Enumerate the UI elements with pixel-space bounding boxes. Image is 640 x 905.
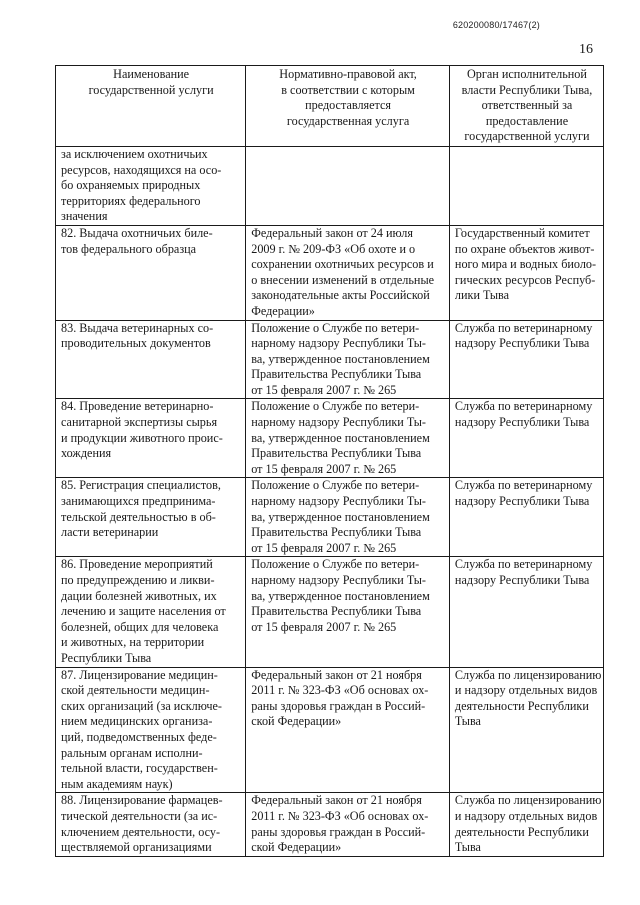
service-name-cell	[56, 225, 246, 320]
text-line: Служба по ветеринарному	[454, 557, 593, 572]
authority-cell	[449, 399, 603, 478]
text-line: ва, утвержденное постановлением	[251, 351, 430, 366]
cell-text	[455, 478, 599, 509]
authority-cell	[449, 478, 603, 557]
text-line: нарному надзору Республики Ты-	[251, 336, 426, 351]
text-line: гических ресурсов Респуб-	[454, 272, 596, 287]
text-line: надзору Республики Тыва	[454, 415, 590, 430]
text-line: санитарной экспертизы сырья	[61, 415, 218, 430]
text-line: дации болезней животных, их	[61, 588, 217, 603]
cell-text	[61, 557, 241, 666]
text-line: предоставление	[485, 113, 569, 128]
cell-text	[61, 226, 241, 257]
text-line: 2011 г. № 323-ФЗ «Об основах ох-	[251, 808, 429, 823]
text-line: от 15 февраля 2007 г. № 265	[251, 461, 397, 476]
text-line: ным академиям наук)	[61, 776, 173, 791]
text-line: раны здоровья граждан в Россий-	[251, 824, 426, 839]
text-line: ласти ветеринарии	[61, 525, 159, 540]
service-name-cell	[56, 667, 246, 793]
authority-cell	[449, 225, 603, 320]
text-line: нарному надзору Республики Ты-	[251, 573, 426, 587]
cell-text	[61, 147, 241, 225]
cell-text	[455, 321, 599, 352]
text-line: лечению и защите населения от	[61, 604, 226, 619]
text-line: Тыва	[454, 840, 481, 855]
text-line: деятельности Республики	[454, 824, 589, 839]
text-line: государственная услуга	[286, 113, 410, 128]
text-line: Служба по ветеринарному	[454, 478, 593, 493]
text-line: Служба по лицензированию	[454, 793, 602, 808]
page-number: 16	[579, 42, 593, 57]
text-line: и надзору отдельных видов	[454, 808, 598, 823]
text-line: Государственный комитет	[454, 225, 590, 240]
legal-act-cell	[246, 320, 450, 399]
text-line: государственной услуги	[464, 129, 590, 144]
text-line: 83. Выдача ветеринарных со-	[61, 320, 214, 335]
text-line: ключением деятельности, осу-	[61, 824, 221, 839]
text-line: 2009 г. № 209-ФЗ «Об охоте и о	[251, 241, 416, 256]
text-line: за исключением охотничьих	[61, 146, 208, 161]
text-line: о внесении изменений в отдельные	[251, 272, 435, 287]
text-line: ресурсов, находящихся на осо-	[61, 162, 222, 177]
cell-text	[251, 321, 445, 399]
text-line: от 15 февраля 2007 г. № 265	[251, 619, 397, 634]
service-name-cell	[56, 557, 246, 667]
text-line: болезней, общих для человека	[61, 619, 219, 634]
text-line: 86. Проведение мероприятий	[61, 557, 213, 572]
cell-text	[454, 667, 602, 730]
text-line: Федерации»	[251, 303, 315, 318]
text-line: 87. Лицензирование медицин-	[61, 667, 218, 682]
cell-text	[455, 399, 599, 430]
text-line: надзору Республики Тыва	[454, 494, 590, 509]
text-line: надзору Республики Тыва	[454, 573, 590, 587]
authority-cell	[449, 667, 603, 793]
text-line: по предупреждению и ликви-	[61, 573, 215, 587]
header-cell-lines	[455, 67, 599, 145]
text-line: Правительства Республики Тыва	[251, 446, 422, 461]
legal-act-cell	[246, 557, 450, 667]
legal-act-cell	[246, 225, 450, 320]
text-line: Федеральный закон от 21 ноября	[251, 667, 422, 682]
text-line: территориях федерального	[61, 193, 201, 208]
text-line: ской деятельности медицин-	[61, 683, 210, 698]
legal-act-cell	[246, 478, 450, 557]
cell-text	[455, 226, 599, 304]
cell-text	[61, 478, 241, 540]
text-line: Положение о Службе по ветери-	[251, 399, 420, 414]
authority-cell	[449, 793, 603, 856]
cell-text	[251, 399, 445, 477]
text-line: ответственный за	[481, 98, 573, 113]
text-line: 84. Проведение ветеринарно-	[61, 399, 214, 414]
text-line: ций, подведомственных феде-	[61, 729, 217, 744]
legal-act-cell	[246, 146, 450, 225]
text-line: Правительства Республики Тыва	[251, 525, 422, 540]
header-responsible-authority	[449, 66, 603, 147]
cell-text	[251, 478, 445, 556]
legal-act-cell	[246, 399, 450, 478]
header-service-name	[56, 66, 246, 147]
text-line: и животных, на территории	[61, 635, 205, 650]
text-line: Тыва	[454, 714, 481, 729]
text-line: предоставляется	[305, 98, 392, 113]
authority-cell	[449, 320, 603, 399]
table-row	[56, 793, 604, 856]
table-body	[56, 146, 604, 856]
text-line: Положение о Службе по ветери-	[251, 478, 420, 493]
text-line: Федеральный закон от 21 ноября	[251, 793, 422, 808]
text-line: проводительных документов	[61, 336, 211, 351]
table-row	[56, 146, 604, 225]
text-line: ва, утвержденное постановлением	[251, 430, 430, 445]
text-line: Правительства Республики Тыва	[251, 604, 422, 619]
text-line: 82. Выдача охотничьих биле-	[61, 225, 213, 240]
text-line: от 15 февраля 2007 г. № 265	[251, 540, 397, 555]
table-row	[56, 667, 604, 793]
table-header-row	[56, 66, 604, 147]
cell-text	[251, 557, 445, 635]
service-name-cell	[56, 146, 246, 225]
header-legal-act	[246, 66, 450, 147]
text-line: Орган исполнительной	[467, 67, 587, 81]
text-line: власти Республики Тыва,	[461, 82, 593, 97]
text-line: нарному надзору Республики Ты-	[251, 494, 426, 509]
text-line: 85. Регистрация специалистов,	[61, 478, 221, 493]
text-line: государственной услуги	[88, 82, 214, 97]
cell-text	[251, 226, 445, 320]
authority-cell	[449, 146, 603, 225]
text-line: сохранении охотничьих ресурсов и	[251, 257, 434, 272]
text-line: Правительства Республики Тыва	[251, 367, 422, 382]
text-line: нием медицинских организа-	[61, 714, 213, 729]
cell-text	[455, 557, 599, 588]
cell-text	[251, 668, 445, 730]
text-line: бо охраняемых природных	[61, 178, 201, 193]
legal-act-cell	[246, 793, 450, 856]
authority-cell	[449, 557, 603, 667]
text-line: хождения	[61, 446, 112, 461]
header-cell-lines	[251, 67, 445, 129]
header-cell-lines	[61, 67, 241, 98]
service-name-cell	[56, 793, 246, 856]
text-line: Положение о Службе по ветери-	[251, 557, 420, 572]
text-line: ской Федерации»	[251, 840, 342, 855]
text-line: 88. Лицензирование фармацев-	[61, 793, 223, 808]
text-line: Служба по лицензированию	[454, 667, 602, 682]
text-line: от 15 февраля 2007 г. № 265	[251, 382, 397, 397]
text-line: надзору Республики Тыва	[454, 336, 590, 351]
cell-text	[454, 793, 602, 855]
text-line: и продукции животного проис-	[61, 430, 223, 445]
text-line: и надзору отдельных видов	[454, 683, 598, 698]
table-row	[56, 557, 604, 667]
text-line: деятельности Республики	[454, 698, 589, 713]
text-line: раны здоровья граждан в Россий-	[251, 698, 426, 713]
table-row	[56, 225, 604, 320]
text-line: Нормативно-правовой акт,	[279, 67, 417, 81]
cell-text	[61, 399, 241, 461]
table-row	[56, 320, 604, 399]
text-line: ральным органам исполни-	[61, 745, 203, 760]
cell-text	[61, 668, 241, 793]
text-line: тельской деятельностью в об-	[61, 509, 216, 524]
text-line: ва, утвержденное постановлением	[251, 588, 430, 603]
table-row	[56, 478, 604, 557]
text-line: Наименование	[113, 67, 190, 81]
text-line: ских организаций (за исключе-	[61, 698, 222, 713]
text-line: Федеральный закон от 24 июля	[251, 225, 413, 240]
services-table	[55, 65, 604, 857]
text-line: Служба по ветеринарному	[454, 320, 593, 335]
service-name-cell	[56, 320, 246, 399]
text-line: ской Федерации»	[251, 714, 342, 729]
text-line: Служба по ветеринарному	[454, 399, 593, 414]
cell-text	[61, 793, 241, 855]
text-line: Республики Тыва	[61, 650, 152, 665]
text-line: занимающихся предпринима-	[61, 494, 216, 509]
legal-act-cell	[246, 667, 450, 793]
service-name-cell	[56, 399, 246, 478]
text-line: 2011 г. № 323-ФЗ «Об основах ох-	[251, 683, 429, 698]
text-line: тов федерального образца	[61, 241, 197, 256]
text-line: тельной власти, государствен-	[61, 761, 218, 776]
text-line: тической деятельности (за ис-	[61, 808, 218, 823]
text-line: законодательные акты Российской	[251, 288, 430, 303]
cell-text	[61, 321, 241, 352]
table-row	[56, 399, 604, 478]
text-line: Положение о Службе по ветери-	[251, 320, 420, 335]
text-line: ществляемой организациями	[61, 840, 212, 855]
text-line: значения	[61, 209, 108, 224]
cell-text	[251, 793, 445, 855]
text-line: ва, утвержденное постановлением	[251, 509, 430, 524]
service-name-cell	[56, 478, 246, 557]
document-code: 620200080/17467(2)	[452, 20, 540, 30]
text-line: ного мира и водных биоло-	[454, 257, 597, 272]
text-line: в соответствии с которым	[281, 82, 415, 97]
text-line: лики Тыва	[454, 288, 510, 303]
text-line: по охране объектов живот-	[454, 241, 595, 256]
text-line: нарному надзору Республики Ты-	[251, 415, 426, 430]
